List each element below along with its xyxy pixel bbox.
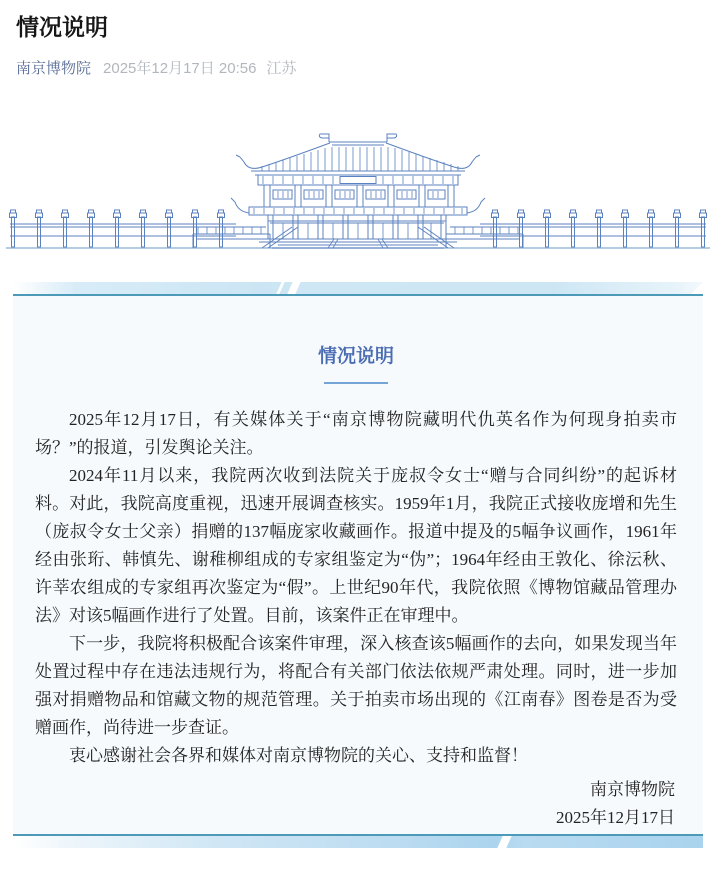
statement-card (13, 282, 703, 848)
statement-content (35, 406, 677, 770)
byline (16, 58, 700, 79)
card-bottom-band (13, 836, 703, 848)
title-underline (324, 382, 388, 384)
signature-date: 2025年12月17日 (556, 808, 675, 827)
card-top-band (13, 282, 703, 294)
signature-block (35, 776, 677, 832)
author-link[interactable]: 南京博物院 (16, 60, 92, 77)
statement-paragraph: 2024年11月以来，我院两次收到法院关于庞叔令女士“赠与合同纠纷”的起诉材料。对此，我院高度重视，迅速开展调查核实。1959年1月，我院正式接收庞增和先生（庞叔令女士父亲）捐赠的137幅庞家收藏画作。报道中提及的5幅争议画作，1961年经由张珩、韩慎先、谢稚柳组成的专家组鉴定为“伪”；1964年经由王敦化、徐沄秋、许莘农组成的专家组再次鉴定为“假”。上世纪90年代，我院依照《博物馆藏品管理办法》对该5幅画作进行了处置。目前，该案件正在审理中。 (35, 466, 677, 625)
card-bottom-accent-line (13, 834, 703, 836)
museum-line-art-svg (0, 129, 716, 254)
publish-time: 2025年12月17日 20:56 (103, 60, 257, 77)
article-header (0, 0, 716, 79)
page-title: 情况说明 (16, 14, 108, 40)
signature-name: 南京博物院 (590, 780, 675, 799)
statement-paragraph: 下一步，我院将积极配合该案件审理，深入核查该5幅画作的去向，如果发现当年处置过程中存在违法违规行为，将配合有关部门依法依规严肃处理。同时，进一步加强对捐赠物品和馆藏文物的规范管理。关于拍卖市场出现的《江南春》图卷是否为受赠画作，尚待进一步查证。 (35, 634, 677, 737)
statement-card-body (13, 296, 703, 834)
statement-title: 情况说明 (317, 346, 394, 367)
museum-building-illustration (0, 129, 716, 254)
statement-paragraph: 2025年12月17日，有关媒体关于“南京博物院藏明代仇英名作为何现身拍卖市场？”的报道，引发舆论关注。 (35, 410, 677, 457)
statement-paragraph: 衷心感谢社会各界和媒体对南京博物院的关心、支持和监督！ (69, 746, 528, 765)
publish-region: 江苏 (266, 60, 297, 77)
